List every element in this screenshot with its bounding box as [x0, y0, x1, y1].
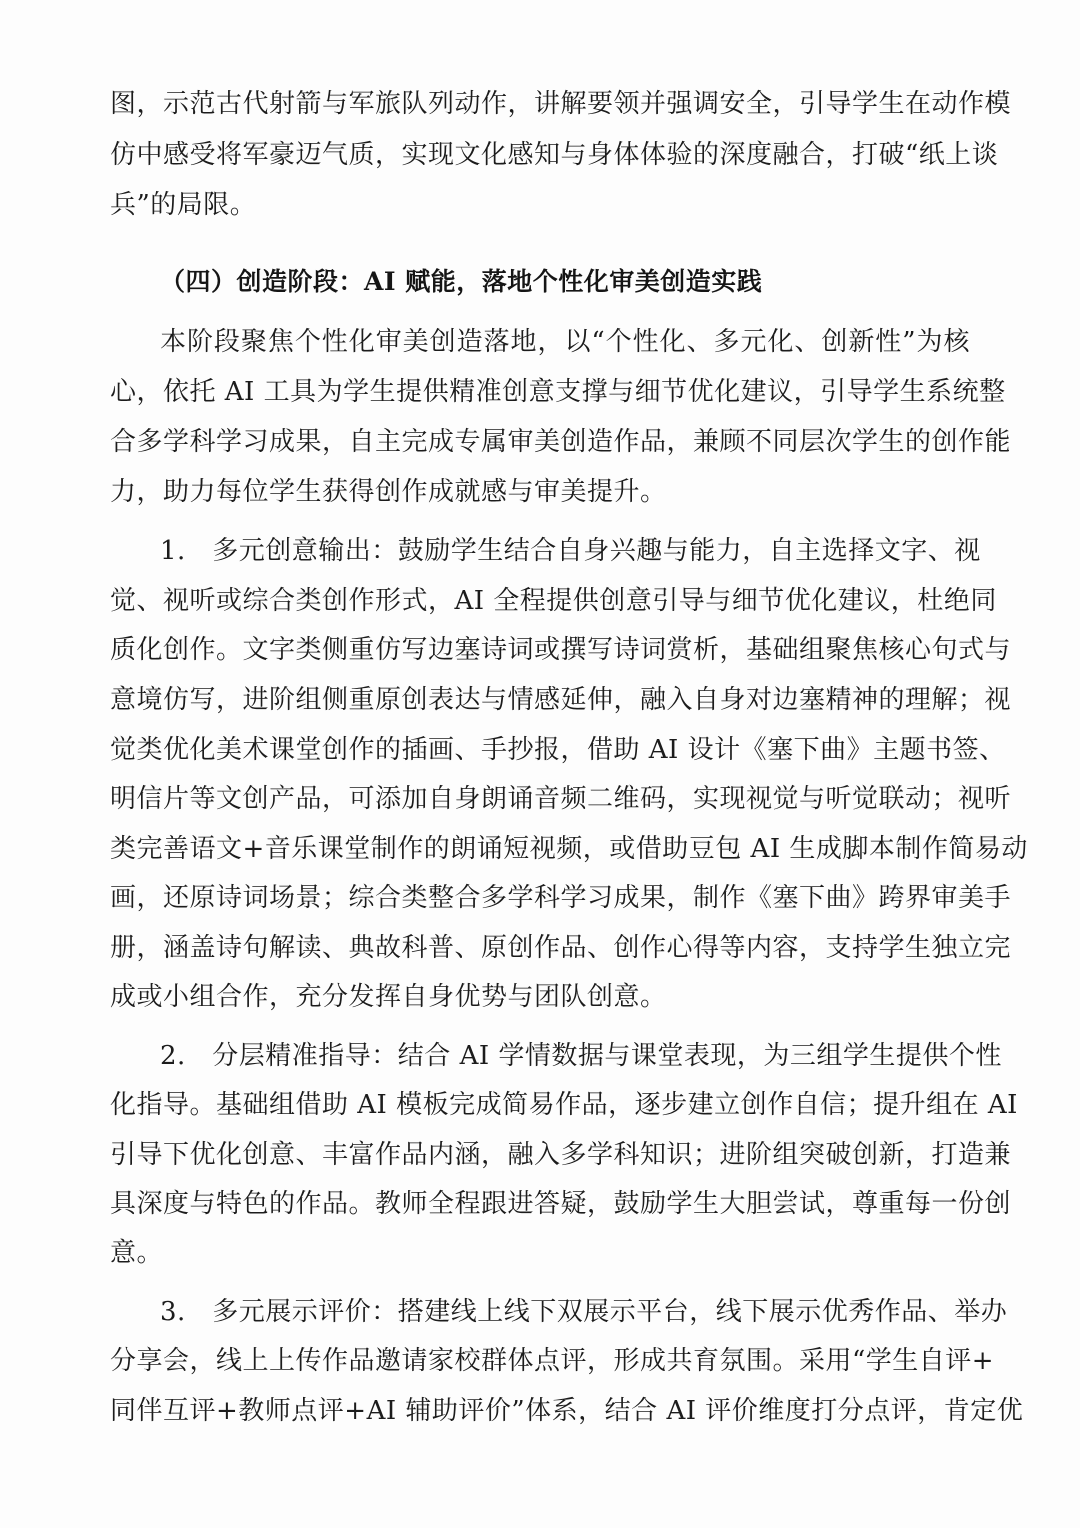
list-item-2-line: 2. 分层精准指导：结合 AI 学情数据与课堂表现，为三组学生提供个性: [160, 1041, 1002, 1071]
paragraph-line: 力，助力每位学生获得创作成就感与审美提升。: [110, 477, 667, 507]
list-item-1-line: 画，还原诗词场景；综合类整合多学科学习成果，制作《塞下曲》跨界审美手: [110, 883, 1012, 913]
list-item-1-line: 成或小组合作，充分发挥自身优势与团队创意。: [110, 982, 667, 1012]
paragraph-line: 仿中感受将军豪迈气质，实现文化感知与身体体验的深度融合，打破“纸上谈: [110, 140, 999, 170]
list-item-1-line: 觉、视听或综合类创作形式，AI 全程提供创意引导与细节优化建议，杜绝同: [110, 586, 997, 616]
list-item-1-line: 1. 多元创意输出：鼓励学生结合自身兴趣与能力，自主选择文字、视: [160, 536, 981, 566]
list-item-2-line: 引导下优化创意、丰富作品内涵，融入多学科知识；进阶组突破创新，打造兼: [110, 1140, 1012, 1170]
list-item-2-line: 化指导。基础组借助 AI 模板完成简易作品，逐步建立创作自信；提升组在 AI: [110, 1090, 1018, 1120]
section-heading: （四）创造阶段：AI 赋能，落地个性化审美创造实践: [160, 267, 763, 296]
list-item-1-line: 意境仿写，进阶组侧重原创表达与情感延伸，融入自身对边塞精神的理解；视: [110, 685, 1012, 715]
list-item-1-line: 觉类优化美术课堂创作的插画、手抄报，借助 AI 设计《塞下曲》主题书签、: [110, 735, 1006, 765]
list-item-3-line: 同伴互评+教师点评+AI 辅助评价”体系，结合 AI 评价维度打分点评，肯定优: [110, 1396, 1024, 1426]
paragraph-line: 兵”的局限。: [110, 190, 257, 220]
paragraph-line: 合多学科学习成果，自主完成专属审美创造作品，兼顾不同层次学生的创作能: [110, 427, 1012, 457]
list-item-3-line: 分享会，线上上传作品邀请家校群体点评，形成共育氛围。采用“学生自评+: [110, 1346, 995, 1376]
list-item-1-line: 质化创作。文字类侧重仿写边塞诗词或撰写诗词赏析，基础组聚焦核心句式与: [110, 635, 1012, 665]
list-item-2-line: 意。: [110, 1238, 164, 1268]
list-item-1-line: 册，涵盖诗句解读、典故科普、原创作品、创作心得等内容，支持学生独立完: [110, 933, 1012, 963]
paragraph-line: 图，示范古代射箭与军旅队列动作，讲解要领并强调安全，引导学生在动作模: [110, 89, 1012, 119]
paragraph-line: 心，依托 AI 工具为学生提供精准创意支撑与细节优化建议，引导学生系统整: [110, 377, 1006, 407]
list-item-1-line: 明信片等文创产品，可添加自身朗诵音频二维码，实现视觉与听觉联动；视听: [110, 784, 1012, 814]
list-item-2-line: 具深度与特色的作品。教师全程跟进答疑，鼓励学生大胆尝试，尊重每一份创: [110, 1189, 1012, 1219]
list-item-1-line: 类完善语文+音乐课堂制作的朗诵短视频，或借助豆包 AI 生成脚本制作简易动: [110, 834, 1028, 864]
paragraph-line: 本阶段聚焦个性化审美创造落地，以“个性化、多元化、创新性”为核: [160, 327, 970, 357]
list-item-3-line: 3. 多元展示评价：搭建线上线下双展示平台，线下展示优秀作品、举办: [160, 1297, 1008, 1327]
